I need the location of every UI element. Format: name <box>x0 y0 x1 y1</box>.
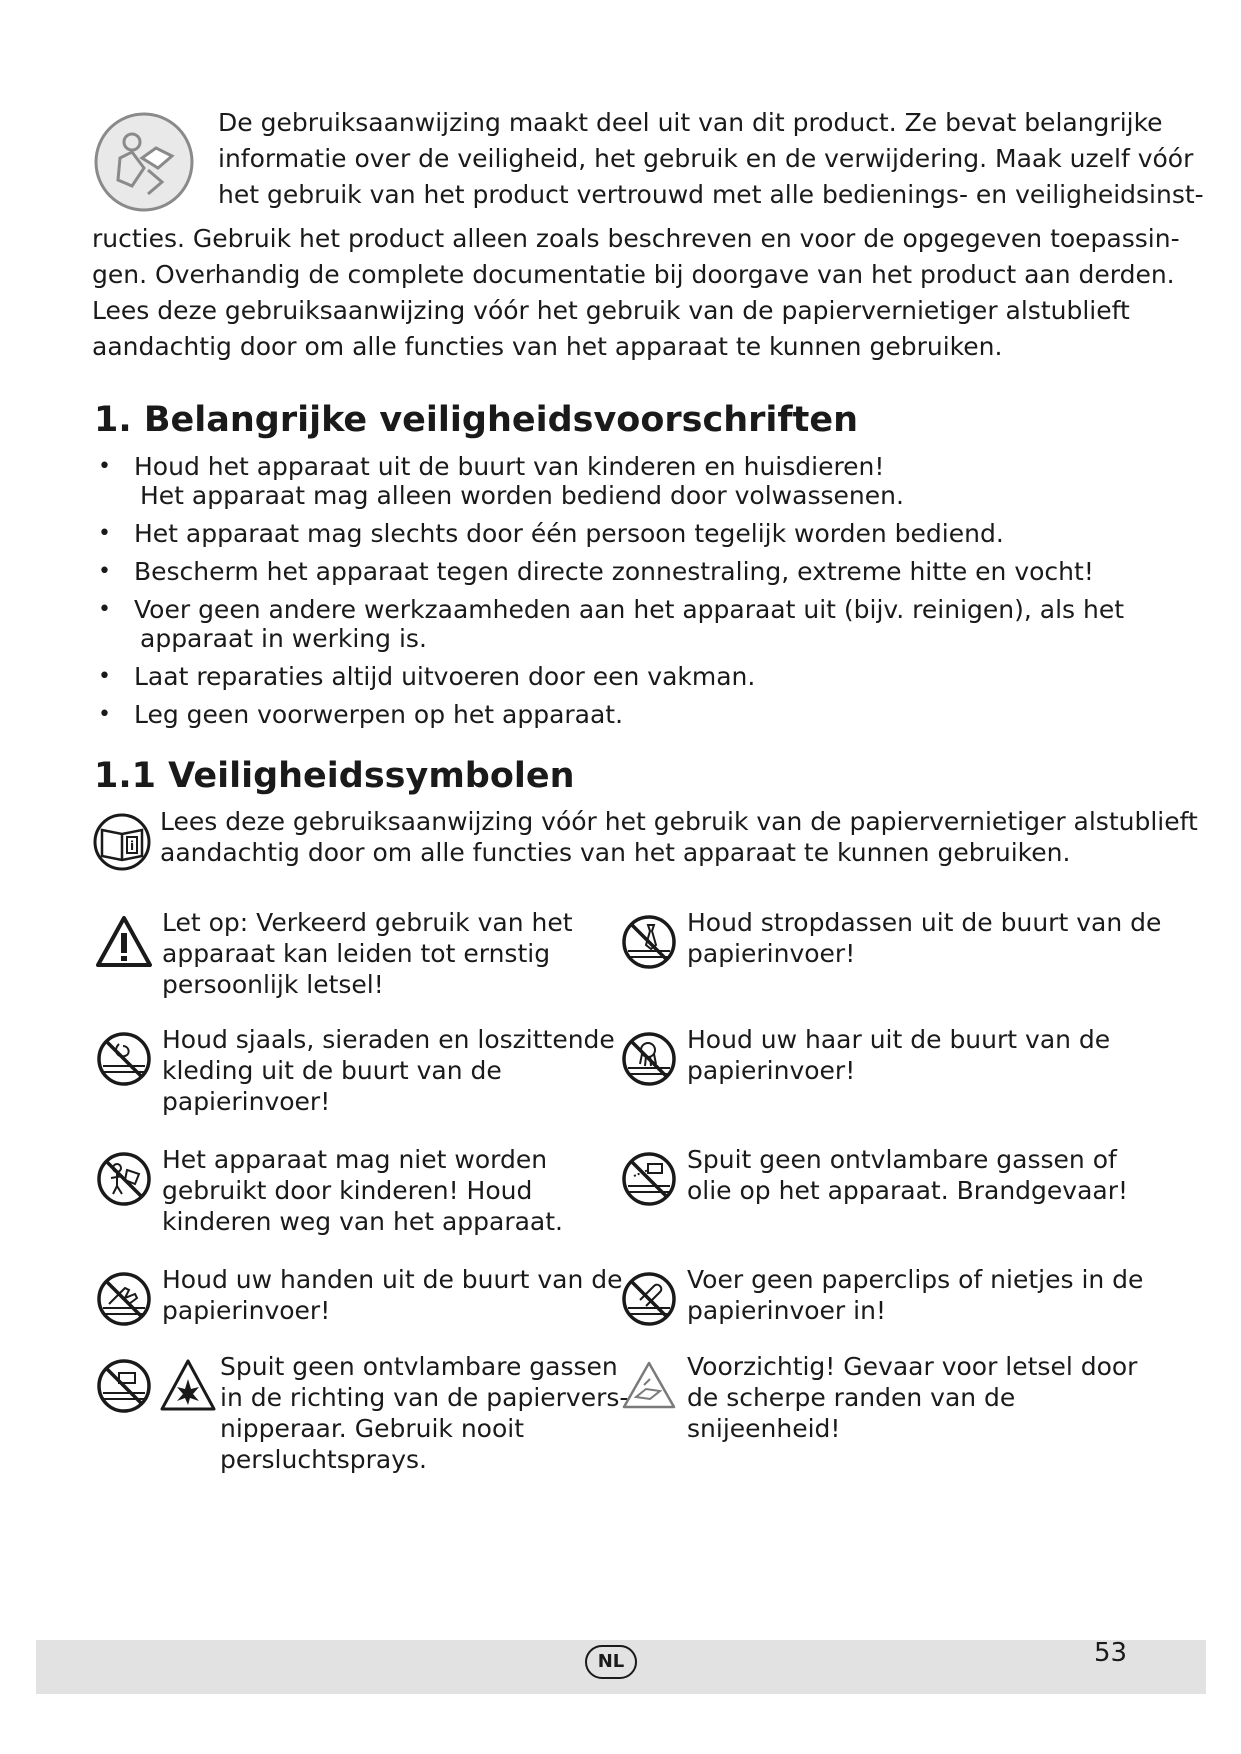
manual-info-icon <box>92 812 152 872</box>
manual-symbol-text <box>160 806 1198 868</box>
symbol-text: Houd uw handen uit de buurt van de papierinvoer! <box>162 1265 623 1325</box>
text-line: gen. Overhandig de complete documentatie bij doorgave van het product aan derden. <box>92 260 1175 289</box>
symbol-text: Spuit geen ontvlambare gassen of olie op het apparaat. Brandgevaar! <box>687 1145 1129 1205</box>
no-paperclips-icon <box>620 1270 678 1328</box>
page-number: 53 <box>1094 1638 1128 1668</box>
symbol-text: Het apparaat mag niet worden gebruikt door kinderen! Houd kinderen weg van het apparaat. <box>162 1145 563 1236</box>
bullet-icon: • <box>98 702 111 727</box>
list-item: • Het apparaat mag slechts door één persoon tegelijk worden bediend. <box>98 519 1004 548</box>
text-line: aandachtig door om alle functies van het apparaat te kunnen gebruiken. <box>92 332 1003 361</box>
list-item: • Houd het apparaat uit de buurt van kinderen en huisdieren! Het apparaat mag alleen worden bediend door volwassenen. <box>98 452 904 510</box>
text-line: het gebruik van het product vertrouwd met alle bedienings- en veiligheidsinst- <box>218 180 1204 209</box>
svg-text:i: i <box>129 839 135 853</box>
language-badge: NL <box>585 1645 637 1679</box>
bullet-icon: • <box>98 454 111 479</box>
safety-list <box>96 452 1156 738</box>
text-line: Lees deze gebruiksaanwijzing vóór het gebruik van de papiervernietiger alstublieft <box>160 807 1198 836</box>
symbol-text: Voer geen paperclips of nietjes in de papierinvoer in! <box>687 1265 1144 1325</box>
list-item: • Bescherm het apparaat tegen directe zonnestraling, extreme hitte en vocht! <box>98 557 1094 586</box>
symbol-text: Spuit geen ontvlambare gassen in de richting van de papiervers- nipperaar. Gebruik nooit persluchtsprays. <box>220 1352 629 1474</box>
text-line: ructies. Gebruik het product alleen zoals beschreven en voor de opgegeven toepassin- <box>92 224 1180 253</box>
text-line: Lees deze gebruiksaanwijzing vóór het gebruik van de papiervernietiger alstublieft <box>92 296 1130 325</box>
no-spray-icon <box>95 1357 153 1415</box>
symbol-text: Houd uw haar uit de buurt van de papierinvoer! <box>687 1025 1111 1085</box>
no-children-icon <box>95 1150 153 1208</box>
text-line: De gebruiksaanwijzing maakt deel uit van dit product. Ze bevat belangrijke <box>218 108 1163 137</box>
section-1-heading: 1. Belangrijke veiligheidsvoorschriften <box>94 400 859 440</box>
symbol-text: Voorzichtig! Gevaar voor letsel door de scherpe randen van de snijeenheid! <box>687 1352 1138 1443</box>
sharp-blade-warning-icon <box>620 1357 678 1415</box>
explosion-warning-icon <box>159 1357 217 1415</box>
bullet-icon: • <box>98 521 111 546</box>
list-item: • Voer geen andere werkzaamheden aan het apparaat uit (bijv. reinigen), als het apparaat in werking is. <box>98 595 1125 653</box>
intro-paragraph-top <box>218 105 1204 213</box>
symbol-text: Let op: Verkeerd gebruik van het apparaat kan leiden tot ernstig persoonlijk letsel! <box>162 908 573 999</box>
section-1-1-heading: 1.1 Veiligheidssymbolen <box>94 756 575 796</box>
no-scarves-jewelry-icon <box>95 1030 153 1088</box>
bullet-icon: • <box>98 664 111 689</box>
no-hands-icon <box>95 1270 153 1328</box>
bullet-icon: • <box>98 559 111 584</box>
warning-triangle-icon <box>95 913 153 971</box>
no-flammable-spray-icon <box>620 1150 678 1208</box>
read-manual-icon <box>92 110 196 214</box>
bullet-icon: • <box>98 597 111 622</box>
list-item: • Laat reparaties altijd uitvoeren door een vakman. <box>98 662 756 691</box>
text-line: aandachtig door om alle functies van het apparaat te kunnen gebruiken. <box>160 838 1071 867</box>
symbol-text: Houd stropdassen uit de buurt van de papierinvoer! <box>687 908 1162 968</box>
no-hair-icon <box>620 1030 678 1088</box>
symbol-text: Houd sjaals, sieraden en loszittende kleding uit de buurt van de papierinvoer! <box>162 1025 615 1116</box>
no-ties-icon <box>620 913 678 971</box>
intro-paragraph-rest <box>92 221 1180 365</box>
list-item: • Leg geen voorwerpen op het apparaat. <box>98 700 624 729</box>
text-line: informatie over de veiligheid, het gebruik en de verwijdering. Maak uzelf vóór <box>218 144 1194 173</box>
